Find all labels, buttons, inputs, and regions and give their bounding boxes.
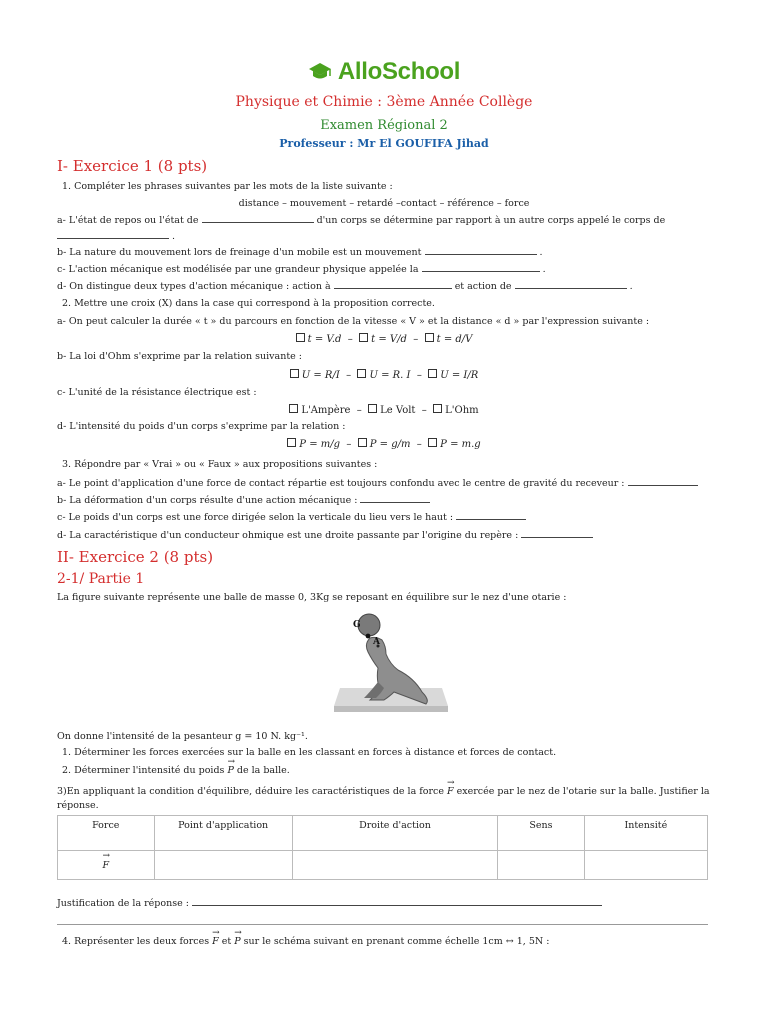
ex1-q3-d bbox=[57, 529, 593, 542]
exam-title: Examen Régional 2 bbox=[320, 118, 448, 133]
q1a-text-2: d'un corps se détermine par rapport à un autre corps appelé le corps de bbox=[316, 215, 666, 226]
vector-arrow-icon: → bbox=[212, 928, 220, 938]
q1c-text: c- L'action mécanique est modélisée par une grandeur physique appelée la bbox=[57, 264, 419, 275]
q3-text-1: 3)En appliquant la condition d'équilibre, déduire les caractéristiques de la force bbox=[57, 786, 444, 797]
document-title: Physique et Chimie : 3ème Année Collège bbox=[235, 94, 533, 110]
q1d-text-1: d- On distingue deux types d'action mécanique : action à bbox=[57, 281, 331, 292]
q2-text-1: 2. Déterminer l'intensité du poids bbox=[62, 765, 225, 776]
checkbox[interactable] bbox=[368, 404, 377, 413]
q3-text-2: exercée par le nez de l'otarie sur la balle. Justifier la bbox=[456, 786, 710, 797]
table-cell-input[interactable] bbox=[584, 851, 707, 880]
ex1-q3-c bbox=[57, 511, 526, 524]
checkbox[interactable] bbox=[428, 369, 437, 378]
q3c-text: c- Le poids d'un corps est une force dirigée selon la verticale du lieu vers le haut : bbox=[57, 512, 454, 523]
ex1-q1-d: d- On distingue deux types d'action mécanique : action à et action de . bbox=[57, 281, 633, 292]
table-cell-input[interactable] bbox=[498, 851, 585, 880]
q2c-option-2[interactable]: Le Volt bbox=[368, 405, 415, 416]
ex1-q3-b bbox=[57, 494, 430, 507]
sea-lion-figure bbox=[334, 608, 448, 720]
q2a-options: t = V.d – t = V/d – t = d/V bbox=[0, 333, 768, 345]
table-header: Droite d'action bbox=[292, 816, 497, 851]
table-header: Force bbox=[58, 816, 155, 851]
table-header: Sens bbox=[498, 816, 585, 851]
vector-f: → F bbox=[102, 850, 110, 871]
answer-blank[interactable] bbox=[360, 494, 430, 503]
ex1-q2-d: d- L'intensité du poids d'un corps s'exprime par la relation : bbox=[57, 421, 346, 432]
answer-blank[interactable] bbox=[334, 280, 452, 289]
checkbox[interactable] bbox=[290, 369, 299, 378]
ex2-q4 bbox=[62, 928, 550, 948]
vector-arrow-icon: → bbox=[447, 778, 455, 788]
checkbox[interactable] bbox=[358, 438, 367, 447]
checkbox[interactable] bbox=[433, 404, 442, 413]
divider bbox=[57, 924, 708, 925]
q1d-text-2: et action de bbox=[454, 281, 512, 292]
justification-line bbox=[57, 897, 602, 910]
answer-blank[interactable] bbox=[456, 511, 526, 520]
answer-blank[interactable] bbox=[425, 246, 537, 255]
ex2-q1: 1. Déterminer les forces exercées sur la balle en les classant en forces à distance et forces de contact. bbox=[62, 747, 557, 758]
ex2-q2 bbox=[62, 757, 290, 777]
ball bbox=[358, 614, 380, 636]
table-header-row bbox=[58, 816, 708, 851]
answer-blank[interactable] bbox=[515, 280, 627, 289]
table-cell-input[interactable] bbox=[292, 851, 497, 880]
q2b-option-1[interactable]: U = R/I bbox=[290, 370, 340, 381]
q2c-option-3[interactable]: L'Ohm bbox=[433, 405, 479, 416]
answer-blank[interactable] bbox=[422, 263, 540, 272]
table-header: Point d'application bbox=[154, 816, 292, 851]
q1a-end: . bbox=[172, 231, 176, 242]
ex1-q3-a bbox=[57, 477, 698, 490]
q2c-option-1[interactable]: L'Ampère bbox=[289, 405, 350, 416]
q4-et: et bbox=[221, 936, 232, 947]
vector-arrow-icon: → bbox=[227, 757, 235, 767]
ex1-q1-a bbox=[57, 214, 665, 227]
vector-arrow-icon: → bbox=[234, 928, 242, 938]
table-row bbox=[58, 851, 708, 880]
part-1-title: 2-1/ Partie 1 bbox=[57, 571, 145, 587]
contact-point bbox=[366, 634, 371, 639]
answer-blank[interactable] bbox=[57, 230, 169, 239]
q1b-text: b- La nature du mouvement lors de freinage d'un mobile est un mouvement bbox=[57, 247, 422, 258]
logo-text: AlloSchool bbox=[337, 58, 461, 85]
q4-text-1: 4. Représenter les deux forces bbox=[62, 936, 210, 947]
q3a-text: a- Le point d'application d'une force de contact répartie est toujours confondu avec le centre de gravité du receveur : bbox=[57, 478, 625, 489]
answer-blank[interactable] bbox=[202, 214, 314, 223]
ex1-q1-c: c- L'action mécanique est modélisée par une grandeur physique appelée la . bbox=[57, 264, 546, 275]
ex1-q2-a: a- On peut calculer la durée « t » du parcours en fonction de la vitesse « V » et la distance « d » par l'expression suivante : bbox=[57, 316, 650, 327]
vector-p: → P bbox=[234, 928, 242, 947]
q2d-option-1[interactable]: P = m/g bbox=[287, 439, 340, 450]
q2a-option-1[interactable]: t = V.d bbox=[296, 334, 342, 345]
professor-name: Professeur : Mr El GOUFIFA Jihad bbox=[279, 137, 489, 150]
checkbox[interactable] bbox=[357, 369, 366, 378]
q2b-options: U = R/I – U = R. I – U = I/R bbox=[0, 369, 768, 381]
label-a: A bbox=[373, 637, 380, 647]
checkbox[interactable] bbox=[425, 333, 434, 342]
q3b-text: b- La déformation d'un corps résulte d'une action mécanique : bbox=[57, 495, 358, 506]
answer-blank[interactable] bbox=[521, 529, 593, 538]
q2b-option-3[interactable]: U = I/R bbox=[428, 370, 478, 381]
gravity-given: On donne l'intensité de la pesanteur g = 10 N. kg⁻¹. bbox=[57, 731, 308, 742]
answer-blank[interactable] bbox=[192, 897, 602, 906]
vector-p: → P bbox=[227, 757, 235, 776]
ex2-intro: La figure suivante représente une balle de masse 0, 3Kg se reposant en équilibre sur le nez d'une otarie : bbox=[57, 592, 567, 603]
vector-f: → F bbox=[447, 778, 455, 797]
ex1-q1: 1. Compléter les phrases suivantes par les mots de la liste suivante : bbox=[62, 181, 393, 192]
exercise-1-title: I- Exercice 1 (8 pts) bbox=[57, 157, 208, 175]
table-header: Intensité bbox=[584, 816, 707, 851]
answer-blank[interactable] bbox=[628, 477, 698, 486]
ex1-q2-b: b- La loi d'Ohm s'exprime par la relation suivante : bbox=[57, 351, 302, 362]
q1a-text-1: a- L'état de repos ou l'état de bbox=[57, 215, 199, 226]
checkbox[interactable] bbox=[359, 333, 368, 342]
checkbox[interactable] bbox=[428, 438, 437, 447]
ex2-q3-line2: réponse. bbox=[57, 800, 99, 811]
q2b-option-2[interactable]: U = R. I bbox=[357, 370, 410, 381]
characteristics-table bbox=[57, 815, 708, 880]
ex1-q1-b: b- La nature du mouvement lors de freinage d'un mobile est un mouvement . bbox=[57, 247, 543, 258]
table-cell-force bbox=[58, 851, 155, 880]
checkbox[interactable] bbox=[287, 438, 296, 447]
ex2-q3-line1 bbox=[57, 778, 710, 798]
ex1-q1-a-cont bbox=[57, 230, 175, 243]
checkbox[interactable] bbox=[296, 333, 305, 342]
ex1-q3: 3. Répondre par « Vrai » ou « Faux » aux propositions suivantes : bbox=[62, 459, 378, 470]
ex1-q2-c: c- L'unité de la résistance électrique est : bbox=[57, 387, 257, 398]
table-cell-input[interactable] bbox=[154, 851, 292, 880]
ground-platform-edge bbox=[334, 706, 448, 712]
exercise-2-title: II- Exercice 2 (8 pts) bbox=[57, 548, 214, 566]
label-g: G bbox=[353, 620, 361, 630]
q2d-option-3[interactable]: P = m.g bbox=[428, 439, 481, 450]
q2-text-2: de la balle. bbox=[236, 765, 290, 776]
alloschool-logo bbox=[0, 58, 768, 86]
q3d-text: d- La caractéristique d'un conducteur ohmique est une droite passante par l'origine du repère : bbox=[57, 530, 519, 541]
graduation-cap-icon bbox=[308, 62, 332, 82]
checkbox[interactable] bbox=[289, 404, 298, 413]
q2d-option-2[interactable]: P = g/m bbox=[358, 439, 411, 450]
q4-text-2: sur le schéma suivant en prenant comme échelle 1cm ↔ 1, 5N : bbox=[243, 936, 550, 947]
vector-f: → F bbox=[212, 928, 220, 947]
q2a-option-3[interactable]: t = d/V bbox=[425, 334, 473, 345]
word-list: distance – mouvement – retardé –contact – référence – force bbox=[238, 198, 530, 209]
q2a-option-2[interactable]: t = V/d bbox=[359, 334, 407, 345]
q2d-options: P = m/g – P = g/m – P = m.g bbox=[0, 438, 768, 450]
vector-arrow-icon: → bbox=[102, 850, 110, 861]
q2c-options: L'Ampère – Le Volt – L'Ohm bbox=[0, 404, 768, 416]
ex1-q2: 2. Mettre une croix (X) dans la case qui correspond à la proposition correcte. bbox=[62, 298, 435, 309]
justification-label: Justification de la réponse : bbox=[57, 898, 189, 909]
